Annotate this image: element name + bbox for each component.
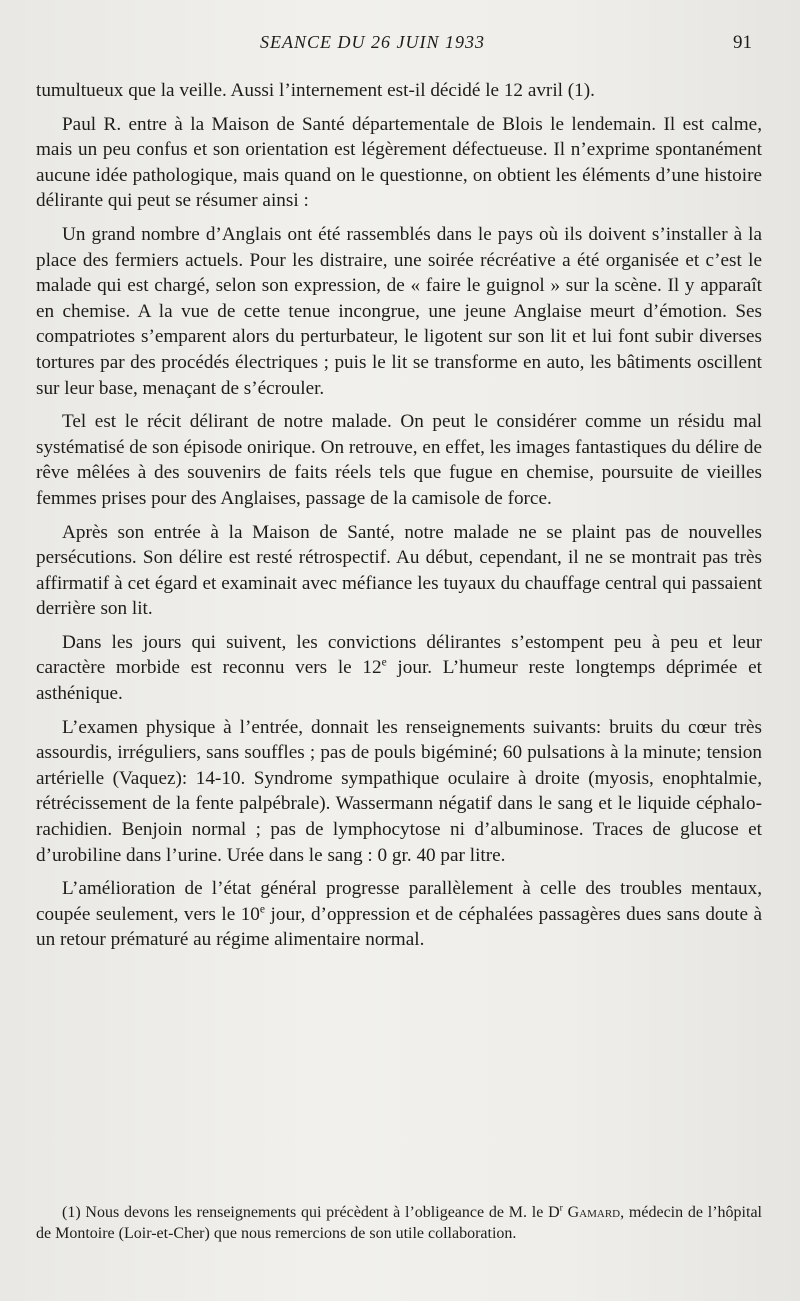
paragraph-6-text-b: jour. L’humeur reste longtemps déprimée et asthénique.: [36, 657, 763, 705]
paragraph-2: Paul R. entre à la Maison de Santé départementale de Blois le lendemain. Il est calme, mais un peu confus et son orientation est légèrement défectueuse. Il n’exprime spontanément aucune idée pathologique, mais quand on le questionne, on obtient les éléments d’une histoire délirante qui peut se résumer ainsi :: [36, 113, 762, 212]
paragraph-8-text-b: jour, d’oppression et de céphalées passagères dues sans doute à un retour prématuré au régime alimentaire normal.: [36, 903, 762, 951]
body-text: [36, 78, 762, 961]
paragraph-6: [36, 630, 762, 707]
page-number: 91: [733, 32, 752, 53]
footnote-doctor-name: Gamard: [567, 1204, 621, 1221]
paragraph-5: Après son entrée à la Maison de Santé, notre malade ne se plaint pas de nouvelles persécutions. Son délire est resté rétrospectif. Au début, cependant, il ne se montrait pas très affirmatif à cet égard et examinait avec méfiance les tuyaux du chauffage central qui passaient derrière son lit.: [36, 521, 762, 620]
paragraph-4: Tel est le récit délirant de notre malade. On peut le considérer comme un résidu mal systématisé de son épisode onirique. On retrouve, en effet, les images fantastiques du délire de rêve mêlées à des souvenirs de faits réels tels que fugue en chemise, poursuite de vieilles femmes prises pour des Anglaises, passage de la camisole de force.: [36, 411, 762, 509]
footnote-text: [36, 1202, 762, 1244]
paragraph-8-superscript: e: [259, 903, 266, 916]
footnote: [36, 1202, 762, 1244]
page-header: [0, 30, 800, 60]
running-head: SEANCE DU 26 JUIN 1933: [260, 32, 485, 52]
footnote-superscript: r: [559, 1202, 563, 1214]
paragraph-8: [36, 876, 762, 953]
footnote-text-a: (1) Nous devons les renseignements qui précèdent à l’obligeance de M. le D: [62, 1204, 560, 1221]
paragraph-1: tumultueux que la veille. Aussi l’internement est-il décidé le 12 avril (1).: [36, 80, 595, 101]
paragraph-8-text-a: L’amélioration de l’état général progresse parallèlement à celle des troubles mentaux, coupée seulement, vers le 10: [36, 878, 762, 925]
paragraph-7: L’examen physique à l’entrée, donnait les renseignements suivants: bruits du cœur très assourdis, irréguliers, sans souffles ; pas de pouls bigéminé; 60 pulsations à la minute; tension artérielle (Vaquez): 14-10. Syndrome sympathique oculaire à droite (myosis, enophtalmie, rétrécissement de la fente palpébrale). Wassermann négatif dans le sang et le liquide céphalo-rachidien. Benjoin normal ; pas de lymphocytose ni d’albuminose. Traces de glucose et d’urobiline dans l’urine. Urée dans le sang : 0 gr. 40 par litre.: [36, 716, 762, 866]
footnote-text-b: , médecin de l’hôpital de Montoire (Loir-et-Cher) que nous remercions de son utile collaboration.: [36, 1204, 762, 1242]
paragraph-6-superscript: e: [381, 657, 387, 670]
paragraph-6-text-a: Dans les jours qui suivent, les convictions délirantes s’estompent peu à peu et leur caractère morbide est reconnu vers le 12: [36, 631, 762, 679]
paragraph-3: Un grand nombre d’Anglais ont été rassemblés dans le pays où ils doivent s’installer à la place des fermiers actuels. Pour les distraire, une soirée récréative a été organisée et c’est le malade qui est chargé, selon son expression, de « faire le guignol » sur la scène. Il y apparaît en chemise. A la vue de cette tenue incongrue, une jeune Anglaise meurt d’émotion. Ses compatriotes s’emparent alors du perturbateur, le ligotent sur son lit et lui font subir diverses tortures par des procédés électriques ; puis le lit se transforme en auto, les bâtiments oscillent sur leur base, menaçant de s’écrouler.: [36, 223, 762, 399]
